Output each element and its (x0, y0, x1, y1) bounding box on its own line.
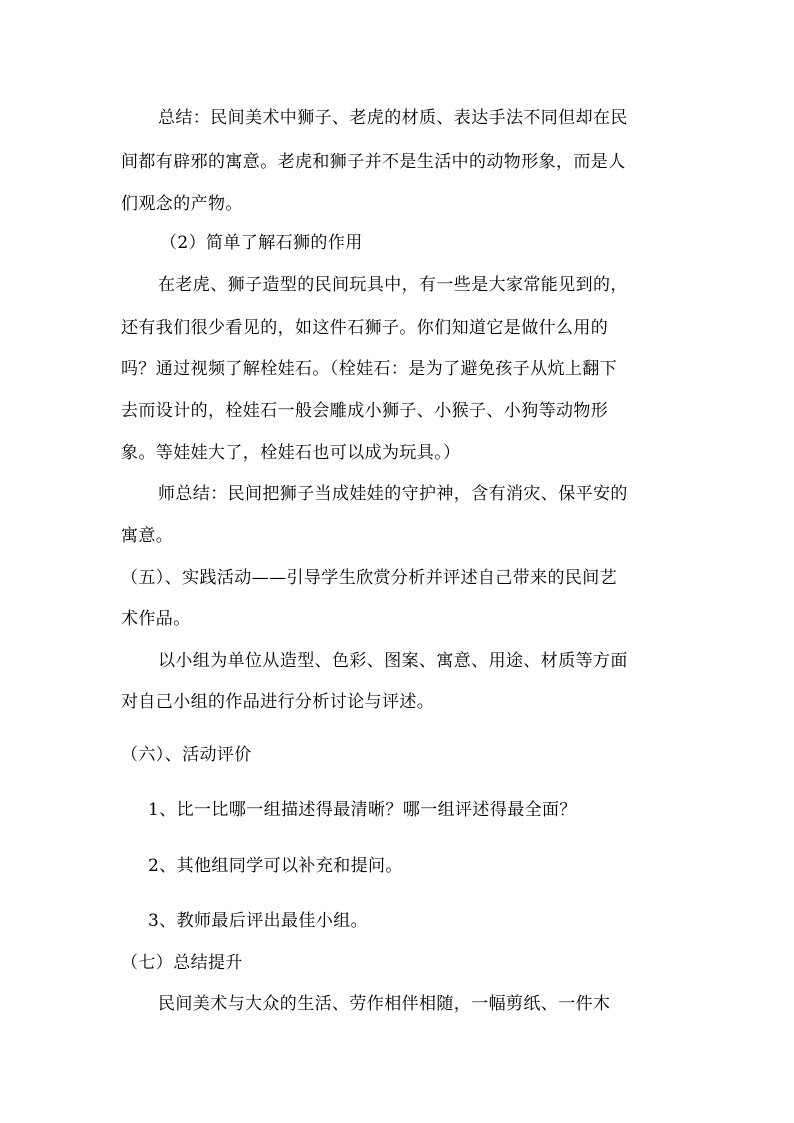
section-heading-conclusion: （七）总结提升 (121, 953, 243, 973)
paragraph-teacher-summary-line-1: 师总结：民间把狮子当成娃娃的守护神，含有消灾、保平安的 (158, 484, 628, 504)
section-heading-stone-lion: （2）简单了解石狮的作用 (160, 233, 363, 253)
paragraph-practice-line-1: 以小组为单位从造型、色彩、图案、寓意、用途、材质等方面 (158, 651, 628, 671)
paragraph-stone-lion-line-2: 还有我们很少看见的，如这件石狮子。你们知道它是做什么用的 (121, 318, 609, 338)
paragraph-teacher-summary-line-2: 寓意。 (121, 526, 174, 546)
paragraph-stone-lion-line-3: 吗？通过视频了解栓娃石。（栓娃石：是为了避免孩子从炕上翻下 (121, 359, 618, 379)
paragraph-practice-line-2: 对自己小组的作品进行分析讨论与评述。 (121, 692, 435, 712)
paragraph-conclusion-line-1: 民间美术与大众的生活、劳作相伴相随，一幅剪纸、一件木 (158, 994, 611, 1014)
section-heading-evaluation: （六）、活动评价 (121, 745, 252, 765)
paragraph-stone-lion-line-5: 象。等娃娃大了，栓娃石也可以成为玩具。） (121, 443, 461, 463)
paragraph-stone-lion-line-4: 去而设计的，栓娃石一般会雕成小狮子、小猴子、小狗等动物形 (121, 401, 609, 421)
paragraph-stone-lion-line-1: 在老虎、狮子造型的民间玩具中，有一些是大家常能见到的， (158, 275, 628, 295)
list-item-evaluation-2: 2、其他组同学可以补充和提问。 (148, 856, 403, 876)
list-item-evaluation-3: 3、教师最后评出最佳小组。 (148, 911, 369, 931)
list-item-evaluation-1: 1、比一比哪一组描述得最清晰？哪一组评述得最全面？ (148, 800, 577, 820)
paragraph-summary-line-2: 间都有辟邪的寓意。老虎和狮子并不是生活中的动物形象，而是人 (121, 152, 626, 172)
paragraph-summary-line-3: 们观念的产物。 (121, 194, 243, 214)
section-heading-practice-line-1: （五）、实践活动——引导学生欣赏分析并评述自己带来的民间艺 (121, 568, 618, 588)
section-heading-practice-line-2: 术作品。 (121, 609, 191, 629)
paragraph-summary-line-1: 总结：民间美术中狮子、老虎的材质、表达手法不同但却在民 (158, 108, 628, 128)
